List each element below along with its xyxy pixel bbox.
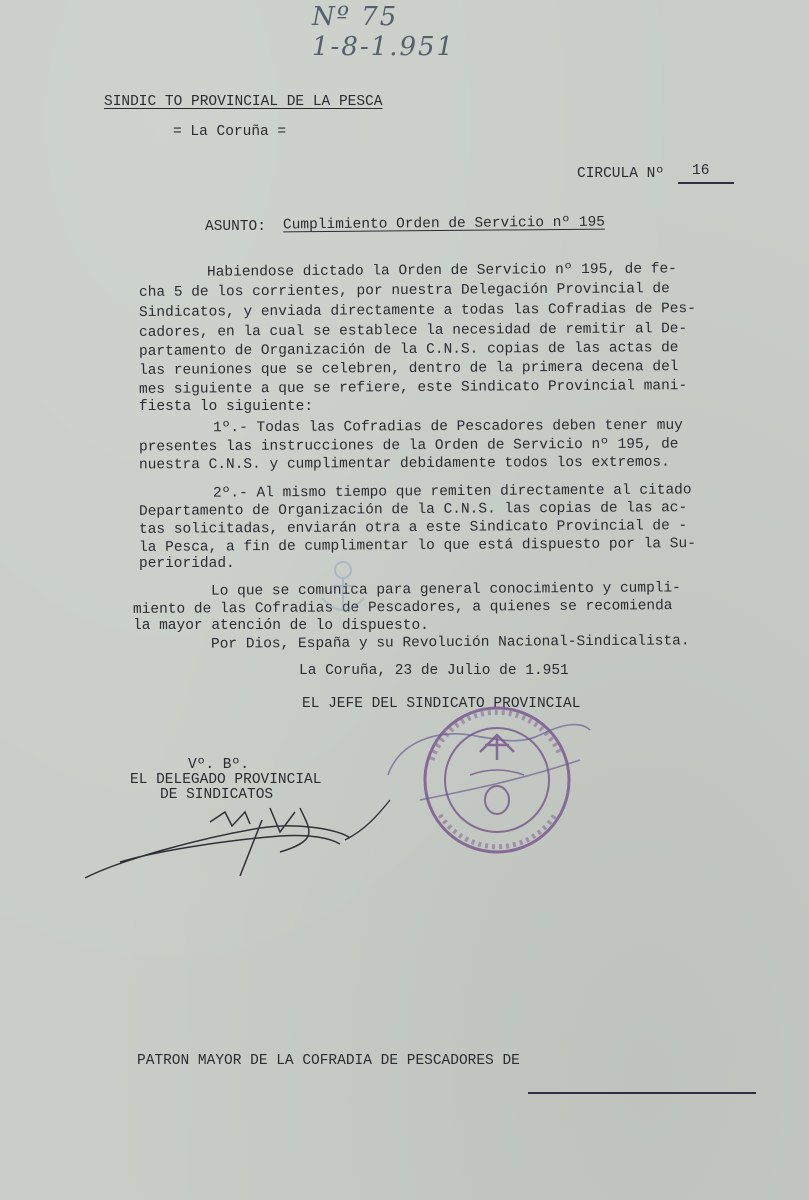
body-line: cadores, en la cual se establece la necesidad de remitir al De- <box>138 321 688 341</box>
body-line: perioridad. <box>139 556 235 572</box>
official-stamp <box>425 708 569 852</box>
body-line: mes siguiente a que se refiere, este Sindicato Provincial mani- <box>138 378 688 398</box>
salutation: Por Dios, España y su Revolución Nacional-Sindicalista. <box>210 633 690 653</box>
body-line: Habiendose dictado la Orden de Servicio nº 195, de fe- <box>206 261 677 281</box>
approval-line: EL DELEGADO PROVINCIAL <box>130 772 322 788</box>
body-line: Departamento de Organización de la C.N.S. las copias de las ac- <box>138 500 688 520</box>
signer-title: EL JEFE DEL SINDICATO PROVINCIAL <box>302 696 581 712</box>
body-line: 1º.- Todas las Cofradias de Pescadores deben tener muy <box>212 417 683 437</box>
subject-text: Cumplimiento Orden de Servicio nº 195 <box>282 214 606 234</box>
body-line: 2º.- Al mismo tiempo que remiten directamente al citado <box>212 482 692 502</box>
body-line: partamento de Organización de la C.N.S. copias de las actas de <box>138 340 679 360</box>
approval-line: DE SINDICATOS <box>160 787 274 803</box>
place-date: La Coruña, 23 de Julio de 1.951 <box>299 663 569 679</box>
body-line: Lo que se comunica para general conocimiento y cumpli- <box>210 580 681 600</box>
body-line: nuestra C.N.S. y cumplimentar debidamente todos los extremos. <box>138 454 670 474</box>
circular-label: CIRCULA Nº <box>577 166 665 182</box>
body-line: las reuniones que se celebren, dentro de la primera decena del <box>138 359 679 379</box>
handwritten-number: Nº 75 <box>312 2 399 32</box>
body-line: fiesta lo siguiente: <box>139 399 314 415</box>
body-line: la Pesca, a fin de cumplimentar lo que está dispuesto por la Su- <box>138 536 696 556</box>
circular-number: 16 <box>692 163 710 179</box>
body-line: miento de las Cofradias de Pescadores, a quienes se recomienda <box>132 598 673 618</box>
body-line: presentes las instrucciones de la Orden de Servicio nº 195, de <box>138 436 679 456</box>
signature-left <box>85 808 350 878</box>
body-line: Sindicatos, y enviada directamente a todas las Cofradias de Pes- <box>138 301 696 321</box>
organization-name: SINDIC TO PROVINCIAL DE LA PESCA <box>104 94 383 110</box>
handwritten-date: 1-8-1.951 <box>312 32 456 62</box>
body-line: cha 5 de los corrientes, por nuestra Delegación Provincial de <box>138 281 670 301</box>
subject-label: ASUNTO: <box>205 219 266 235</box>
body-line: la mayor atención de lo dispuesto. <box>133 618 429 634</box>
city-line: = La Coruña = <box>173 124 287 140</box>
watermark-emblem <box>322 562 364 610</box>
addressee: PATRON MAYOR DE LA COFRADIA DE PESCADORES DE <box>137 1053 520 1069</box>
body-line: tas solicitadas, enviarán otra a este Sindicato Provincial de - <box>138 518 688 538</box>
approval-line: Vº. Bº. <box>188 757 249 773</box>
